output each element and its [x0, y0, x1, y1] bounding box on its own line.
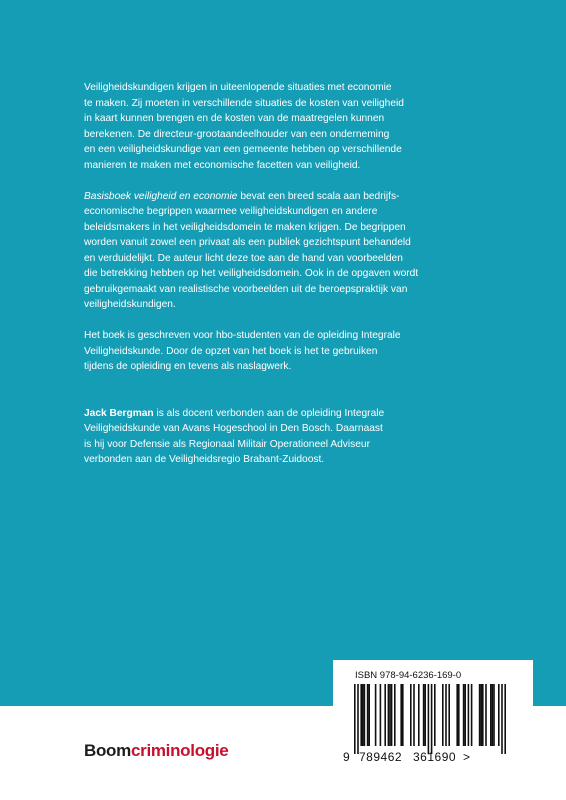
- blurb-line: Veiligheidskunde van Avans Hogeschool in Den Bosch. Daarnaast: [84, 423, 383, 434]
- cover-blurb: [84, 80, 484, 483]
- blurb-line: Het boek is geschreven voor hbo-studenten van de opleiding Integrale: [84, 330, 401, 341]
- author-name: Jack Bergman: [84, 407, 154, 419]
- publisher-logo-criminologie: criminologie: [130, 741, 229, 760]
- blurb-text: is als docent verbonden aan de opleiding Integrale: [153, 407, 385, 419]
- barcode-bar: [360, 684, 362, 746]
- barcode-bar: [445, 684, 447, 746]
- blurb-line: [84, 189, 484, 205]
- barcode-bar: [424, 684, 426, 746]
- barcode-bar: [354, 684, 356, 754]
- barcode-bar: [388, 684, 390, 746]
- blurb-line: worden vanuit zowel een privaat als een publiek gezichtspunt behandeld: [84, 237, 411, 248]
- barcode-bar: [375, 684, 377, 746]
- barcode-bar: [384, 684, 386, 746]
- barcode-bar: [482, 684, 484, 746]
- barcode-bar: [463, 684, 465, 746]
- blurb-line: beleidsmakers in het veiligheidsdomein te maken krijgen. De begrippen: [84, 221, 406, 233]
- barcode-bar: [456, 684, 458, 746]
- blurb-line: economische begrippen waarmee veiligheidskundigen en andere: [84, 206, 378, 217]
- barcode-bar: [485, 684, 487, 746]
- barcode-bar: [442, 684, 444, 746]
- blurb-line: te maken. Zij moeten in verschillende situaties de kosten van veiligheid: [84, 97, 404, 109]
- barcode-bar: [400, 684, 402, 746]
- barcode-bar: [479, 684, 481, 746]
- ean-left-group: 789462: [359, 750, 403, 764]
- blurb-line: [84, 406, 484, 422]
- barcode-bar: [402, 684, 404, 746]
- barcode-bar: [428, 684, 430, 754]
- publisher-logo: [84, 741, 228, 761]
- blurb-line: Veiligheidskunde. Door de opzet van het boek is het te gebruiken: [84, 345, 378, 357]
- blurb-paragraph-1: [84, 80, 484, 173]
- barcode-bar: [493, 684, 495, 746]
- barcode-bar: [480, 684, 482, 746]
- barcode-bar: [413, 684, 415, 746]
- author-bio: [84, 406, 484, 468]
- barcode-bar: [471, 684, 473, 746]
- barcode-bar: [434, 684, 436, 746]
- barcode-bar: [431, 684, 433, 754]
- barcode-bar: [410, 684, 412, 746]
- blurb-line: berekenen. De directeur-grootaandeelhouder van een onderneming: [84, 128, 390, 140]
- book-title: Basisboek veiligheid en economie: [84, 190, 238, 202]
- blurb-line: is hij voor Defensie als Regionaal Militair Operationeel Adviseur: [84, 438, 370, 450]
- barcode-bar: [464, 684, 466, 746]
- barcode-bar: [501, 684, 503, 754]
- barcode-bar: [504, 684, 506, 754]
- barcode-bar: [362, 684, 364, 746]
- blurb-line: verbonden aan de Veiligheidsregio Brabant-Zuidoost.: [84, 454, 325, 465]
- blurb-line: tijdens de opleiding en tevens als naslagwerk.: [84, 361, 292, 372]
- barcode-bar: [368, 684, 370, 746]
- barcode-bar: [364, 684, 366, 746]
- ean-first-digit: 9: [343, 750, 351, 764]
- barcode-bar: [367, 684, 369, 746]
- blurb-paragraph-3: [84, 328, 484, 375]
- barcode-bar: [380, 684, 382, 746]
- barcode-bar: [498, 684, 500, 746]
- blurb-line: gebruikgemaakt van realistische voorbeelden uit de beroepspraktijk van: [84, 283, 408, 295]
- barcode-bar: [448, 684, 450, 746]
- barcode-bar: [423, 684, 425, 746]
- publisher-logo-boom: Boom: [84, 741, 131, 760]
- barcode-bar: [492, 684, 494, 746]
- blurb-line: en verduidelijkt. De auteur licht deze toe aan de hand van voorbeelden: [84, 252, 403, 264]
- blurb-line: manieren te maken met economische facetten van veiligheid.: [84, 159, 361, 171]
- barcode-bars: [346, 684, 526, 756]
- quiet-zone-mark: >: [463, 750, 471, 764]
- barcode-bar: [389, 684, 391, 746]
- blurb-line: in kaart kunnen brengen en de kosten van de maatregelen kunnen: [84, 113, 385, 124]
- barcode-bar: [391, 684, 393, 746]
- barcode-bar: [490, 684, 492, 746]
- barcode-bar: [468, 684, 470, 746]
- barcode-bar: [458, 684, 460, 746]
- blurb-line: die betrekking hebben op het veiligheidsdomein. Ook in de opgaven wordt: [84, 268, 419, 279]
- barcode-bar: [357, 684, 359, 754]
- blurb-line: en een veiligheidskundige van een gemeente hebben op verschillende: [84, 144, 402, 155]
- blurb-line: Veiligheidskundigen krijgen in uiteenlopende situaties met economie: [84, 82, 392, 93]
- ean-right-group: 361690: [413, 750, 457, 764]
- barcode-bar: [394, 684, 396, 746]
- blurb-paragraph-2: [84, 189, 484, 313]
- blurb-text: bevat een breed scala aan bedrijfs-: [237, 190, 400, 202]
- barcode-bar: [418, 684, 420, 746]
- isbn-label: ISBN 978-94-6236-169-0: [355, 670, 462, 681]
- blurb-line: veiligheidskundigen.: [84, 299, 176, 310]
